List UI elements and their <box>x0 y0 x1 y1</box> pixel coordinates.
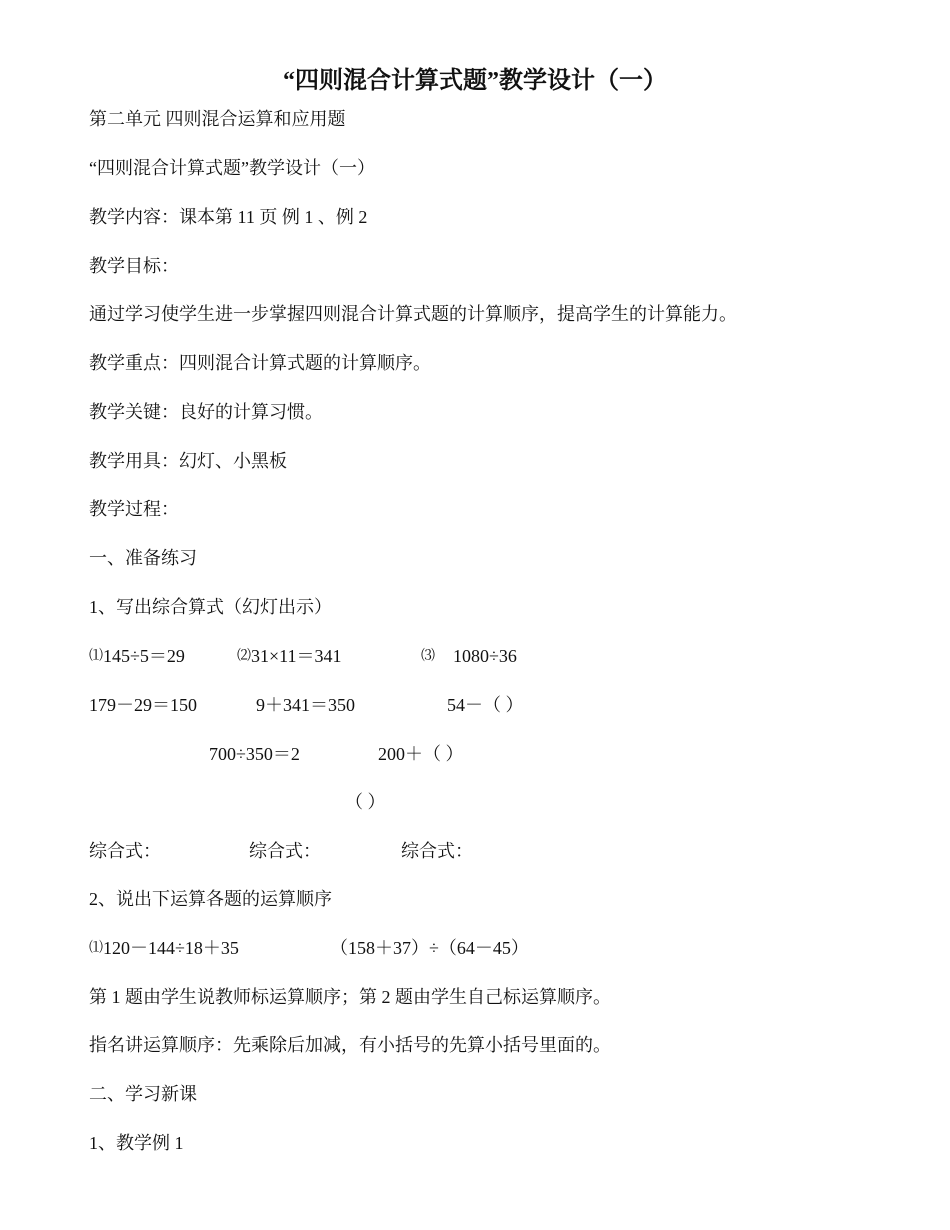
exercise-3-second-step: 54－（ ） <box>447 695 524 715</box>
formula-label-2: 综合式： <box>249 841 321 861</box>
goal-text: 通过学习使学生进一步掌握四则混合计算式题的计算顺序，提高学生的计算能力。 <box>89 304 737 324</box>
order-expression-1 <box>89 936 239 961</box>
note2-line: 指名讲运算顺序：先乘除后加减，有小括号的先算小括号里面的。 <box>89 1035 611 1055</box>
unit-line: 第二单元 四则混合运算和应用题 <box>89 109 346 129</box>
content-line: 教学内容：课本第 11 页 例 1 、例 2 <box>89 207 368 227</box>
key-point-line: 教学重点：四则混合计算式题的计算顺序。 <box>89 353 431 373</box>
exercise-2-first-step <box>237 644 341 669</box>
exercise-3-first-text: 1080÷36 <box>453 646 517 666</box>
note1-line: 第 1 题由学生说教师标运算顺序；第 2 题由学生自己标运算顺序。 <box>89 987 611 1007</box>
order-1-marker: ⑴ <box>89 941 103 956</box>
document-title: “四则混合计算式题”教学设计（一） <box>283 68 667 94</box>
exercise-3-marker: ⑶ <box>421 649 435 664</box>
exercise-2-third-step: 700÷350＝2 <box>209 744 300 764</box>
exercise-1-marker: ⑴ <box>89 649 103 664</box>
tools-line: 教学用具：幻灯、小黑板 <box>89 451 287 471</box>
item2-line: 2、说出下运算各题的运算顺序 <box>89 889 332 909</box>
section2-heading: 二、学习新课 <box>89 1084 197 1104</box>
order-expression-2: （158＋37）÷（64－45） <box>330 938 529 958</box>
order-1-text: 120－144÷18＋35 <box>103 938 239 958</box>
exercise-3-first-step <box>421 644 517 669</box>
process-line: 教学过程： <box>89 499 179 519</box>
exercise-2-second-step: 9＋341＝350 <box>256 695 355 715</box>
section1-heading: 一、准备练习 <box>89 548 197 568</box>
goal-label: 教学目标： <box>89 256 179 276</box>
exercise-2-first-text: 31×11＝341 <box>251 646 342 666</box>
exercise-1-first-step <box>89 644 185 669</box>
exercise-1-first-text: 145÷5＝29 <box>103 646 185 666</box>
formula-label-1: 综合式： <box>89 841 161 861</box>
item1-line: 1、写出综合算式（幻灯出示） <box>89 597 332 617</box>
exercise-2-marker: ⑵ <box>237 649 251 664</box>
formula-label-3: 综合式： <box>401 841 473 861</box>
exercise-3-fourth-step: （ ） <box>345 792 386 812</box>
exercise-3-third-step: 200＋（ ） <box>378 744 464 764</box>
key-line: 教学关键：良好的计算习惯。 <box>89 402 323 422</box>
subtitle-line: “四则混合计算式题”教学设计（一） <box>89 158 375 178</box>
exercise-1-second-step: 179－29＝150 <box>89 695 197 715</box>
example1-line: 1、教学例 1 <box>89 1133 184 1153</box>
